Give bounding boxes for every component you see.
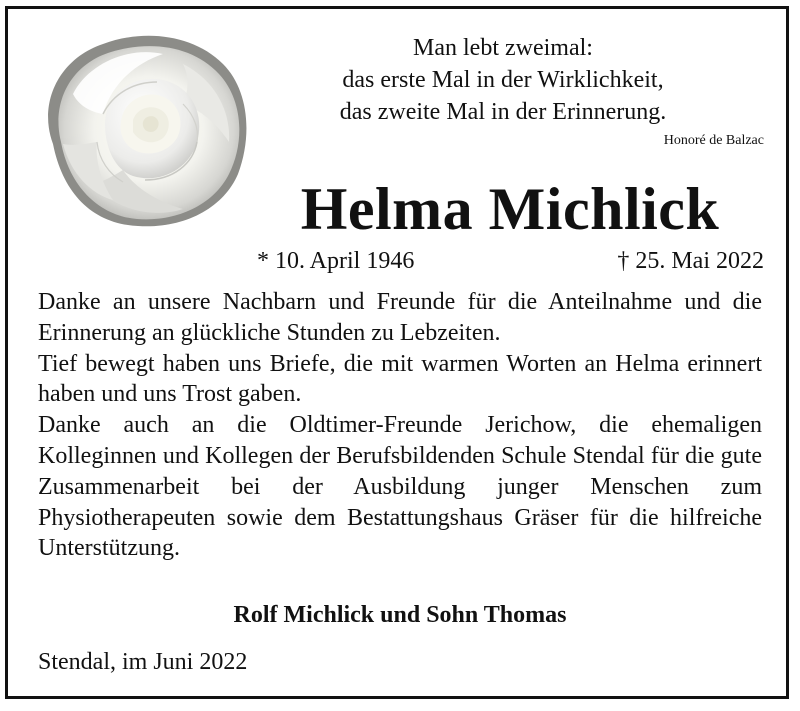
quote-line: Man lebt zweimal: [413,35,593,61]
death-date: † 25. Mai 2022 [617,248,764,274]
white-rose-image [33,24,255,234]
signature: Rolf Michlick und Sohn Thomas [233,602,567,628]
message-paragraph: Danke an unsere Nachbarn und Freunde für die Anteilnahme und die Erinnerung an glückliche Stunden zu Lebzeiten. [38,289,762,346]
place-date: Stendal, im Juni 2022 [38,649,248,675]
quote-line: das erste Mal in der Wirklichkeit, [342,67,664,93]
message-text [38,287,762,564]
quote-line: das zweite Mal in der Erinnerung. [339,99,667,125]
message-paragraph: Tief bewegt haben uns Briefe, die mit warmen Worten an Helma erinnert haben und uns Trost gaben. [38,350,762,408]
deceased-name: Helma Michlick [300,176,720,242]
message-paragraph: Danke auch an die Oldtimer-Freunde Jerichow, die ehemaligen Kolleginnen und Kollegen der Berufsbildenden Schule Stendal für die gute Zusammenarbeit bei der Ausbildung junger Menschen zum Physiotherapeuten sowie dem Bestattungshaus Gräser für die hilfreiche Unterstützung. [38,412,762,562]
birth-date: * 10. April 1946 [257,248,415,274]
quote-author: Honoré de Balzac [663,133,764,148]
quote [270,32,736,128]
